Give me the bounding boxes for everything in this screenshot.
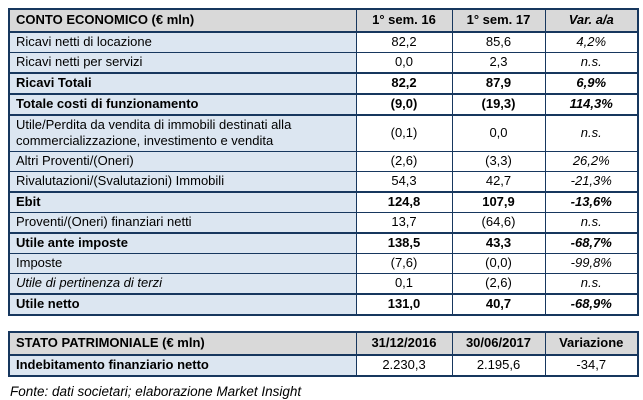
row-label: Rivalutazioni/(Svalutazioni) Immobili [9,172,356,192]
value-col1: 124,8 [356,192,452,212]
value-variation: 6,9% [545,73,638,94]
row-label: Utile/Perdita da vendita di immobili destinati alla commercializzazione, investimento e vendita [9,115,356,152]
value-col1: (9,0) [356,94,452,115]
row-label: Utile di pertinenza di terzi [9,273,356,293]
value-col1: 131,0 [356,294,452,315]
value-variation: -68,7% [545,233,638,253]
value-col1: 82,2 [356,73,452,94]
row-label: Ricavi Totali [9,73,356,94]
table-row [9,192,638,212]
column-header-sem1-17: 1° sem. 17 [452,9,545,32]
table-row [9,294,638,315]
value-col2: (19,3) [452,94,545,115]
value-col1: 0,1 [356,273,452,293]
row-label: Utile netto [9,294,356,315]
value-col1: 2.230,3 [356,355,452,376]
value-col2: 107,9 [452,192,545,212]
row-label: Ricavi netti per servizi [9,52,356,72]
value-col2: 42,7 [452,172,545,192]
value-variation: -68,9% [545,294,638,315]
value-variation: -34,7 [545,355,638,376]
table-row [9,32,638,52]
value-variation: n.s. [545,273,638,293]
row-label: Ricavi netti di locazione [9,32,356,52]
value-variation: n.s. [545,213,638,233]
value-variation: 26,2% [545,152,638,172]
table-row [9,172,638,192]
value-col1: 0,0 [356,52,452,72]
value-variation: -21,3% [545,172,638,192]
value-variation: n.s. [545,52,638,72]
source-note: Fonte: dati societari; elaborazione Market Insight [10,383,302,399]
table-row [9,94,638,115]
value-col1: (7,6) [356,253,452,273]
value-variation: n.s. [545,115,638,152]
table-row [9,273,638,293]
table-row [9,115,638,152]
balance-sheet-title: STATO PATRIMONIALE (€ mln) [9,332,356,355]
value-col2: 0,0 [452,115,545,152]
value-col1: (0,1) [356,115,452,152]
value-variation: 114,3% [545,94,638,115]
value-col1: 138,5 [356,233,452,253]
income-statement-title: CONTO ECONOMICO (€ mln) [9,9,356,32]
table-row [9,233,638,253]
value-col2: (2,6) [452,273,545,293]
table-row [9,73,638,94]
row-label: Indebitamento finanziario netto [9,355,356,376]
value-col2: 85,6 [452,32,545,52]
value-variation: -13,6% [545,192,638,212]
column-header-date-2016: 31/12/2016 [356,332,452,355]
table-row [9,253,638,273]
value-variation: 4,2% [545,32,638,52]
table-row [9,152,638,172]
column-header-variazione: Variazione [545,332,638,355]
value-col2: (0,0) [452,253,545,273]
value-col2: 2.195,6 [452,355,545,376]
row-label: Totale costi di funzionamento [9,94,356,115]
row-label: Altri Proventi/(Oneri) [9,152,356,172]
value-col2: 2,3 [452,52,545,72]
row-label: Ebit [9,192,356,212]
row-label: Imposte [9,253,356,273]
balance-sheet-table [8,331,639,377]
income-statement-header-row [9,9,638,32]
value-col2: (3,3) [452,152,545,172]
column-header-date-2017: 30/06/2017 [452,332,545,355]
value-col1: 82,2 [356,32,452,52]
income-statement-table [8,8,639,316]
column-header-sem1-16: 1° sem. 16 [356,9,452,32]
value-col2: (64,6) [452,213,545,233]
column-header-var-aa: Var. a/a [545,9,638,32]
row-label: Proventi/(Oneri) finanziari netti [9,213,356,233]
value-col1: (2,6) [356,152,452,172]
value-col1: 13,7 [356,213,452,233]
value-col2: 43,3 [452,233,545,253]
value-col2: 87,9 [452,73,545,94]
value-col1: 54,3 [356,172,452,192]
balance-sheet-header-row [9,332,638,355]
table-row [9,213,638,233]
value-variation: -99,8% [545,253,638,273]
row-label: Utile ante imposte [9,233,356,253]
table-row [9,52,638,72]
value-col2: 40,7 [452,294,545,315]
table-row [9,355,638,376]
